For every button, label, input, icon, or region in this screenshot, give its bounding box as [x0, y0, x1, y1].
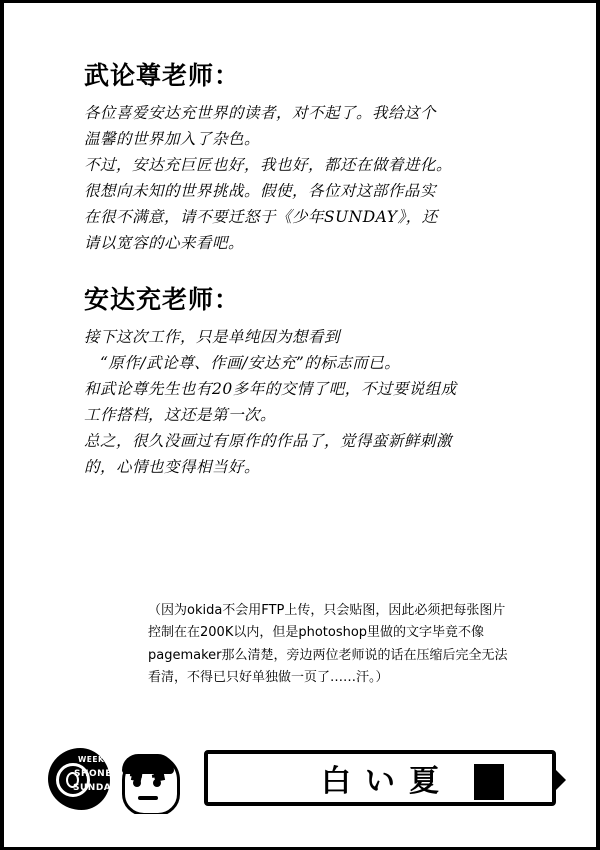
section-adachi [84, 286, 524, 481]
badge-line-2: SHONEN [74, 769, 120, 779]
badge-line-3: SUNDAY [73, 783, 118, 793]
body-line: 在很不满意，请不要迁怒于《少年SUNDAY》，还 [84, 208, 438, 227]
body-line: 工作搭档，这还是第一次。 [84, 406, 277, 425]
body-line: “原作/武论尊、作画/安达充”的标志而已。 [84, 353, 401, 372]
title-plate [204, 750, 556, 806]
body-line: 温馨的世界加入了杂色。 [84, 129, 261, 148]
mascot-face-icon [116, 752, 180, 814]
title-plate-text: 白い夏 [321, 764, 453, 799]
body-line: 请以宽容的心来看吧。 [84, 234, 245, 253]
body-line: 的，心情也变得相当好。 [84, 458, 261, 477]
body-line: 不过，安达充巨匠也好，我也好，都还在做着进化。 [84, 155, 453, 174]
weekly-shonen-sunday-badge-icon [48, 746, 120, 812]
body-line: 接下这次工作，只是单纯因为想看到 [84, 327, 341, 346]
badge-line-1: WEEKLY [78, 755, 115, 764]
body-line: 和武论尊先生也有20多年的交情了吧，不过要说组成 [84, 379, 457, 398]
section-heading: 武论尊老师： [84, 61, 241, 90]
section-heading: 安达充老师： [84, 285, 241, 314]
section-body [84, 325, 524, 481]
mascot-hair [122, 754, 174, 774]
body-line: 很想向未知的世界挑战。假使，各位对这部作品实 [84, 182, 437, 201]
section-body [84, 101, 524, 257]
body-line: 总之，很久没画过有原作的作品了，觉得蛮新鲜刺激 [84, 432, 453, 451]
body-line: 各位喜爱安达充世界的读者，对不起了。我给这个 [84, 103, 437, 122]
translator-note-text: （因为okida不会用FTP上传，只会贴图，因此必须把每张图片控制在在200K以内，但是photoshop里做的文字毕竟不像pagemaker那么清楚，旁边两位老师说的话在压缩后完全无法看清，不得已只好单独做一页了……汗。） [148, 603, 508, 686]
footer-logo-strip [44, 742, 564, 816]
section-takemura [84, 62, 524, 257]
mascot-eye-right [153, 779, 161, 787]
translator-note [148, 600, 518, 689]
title-plate-shadow [474, 764, 504, 800]
mascot-mouth [138, 796, 158, 800]
mascot-eye-left [133, 779, 141, 787]
